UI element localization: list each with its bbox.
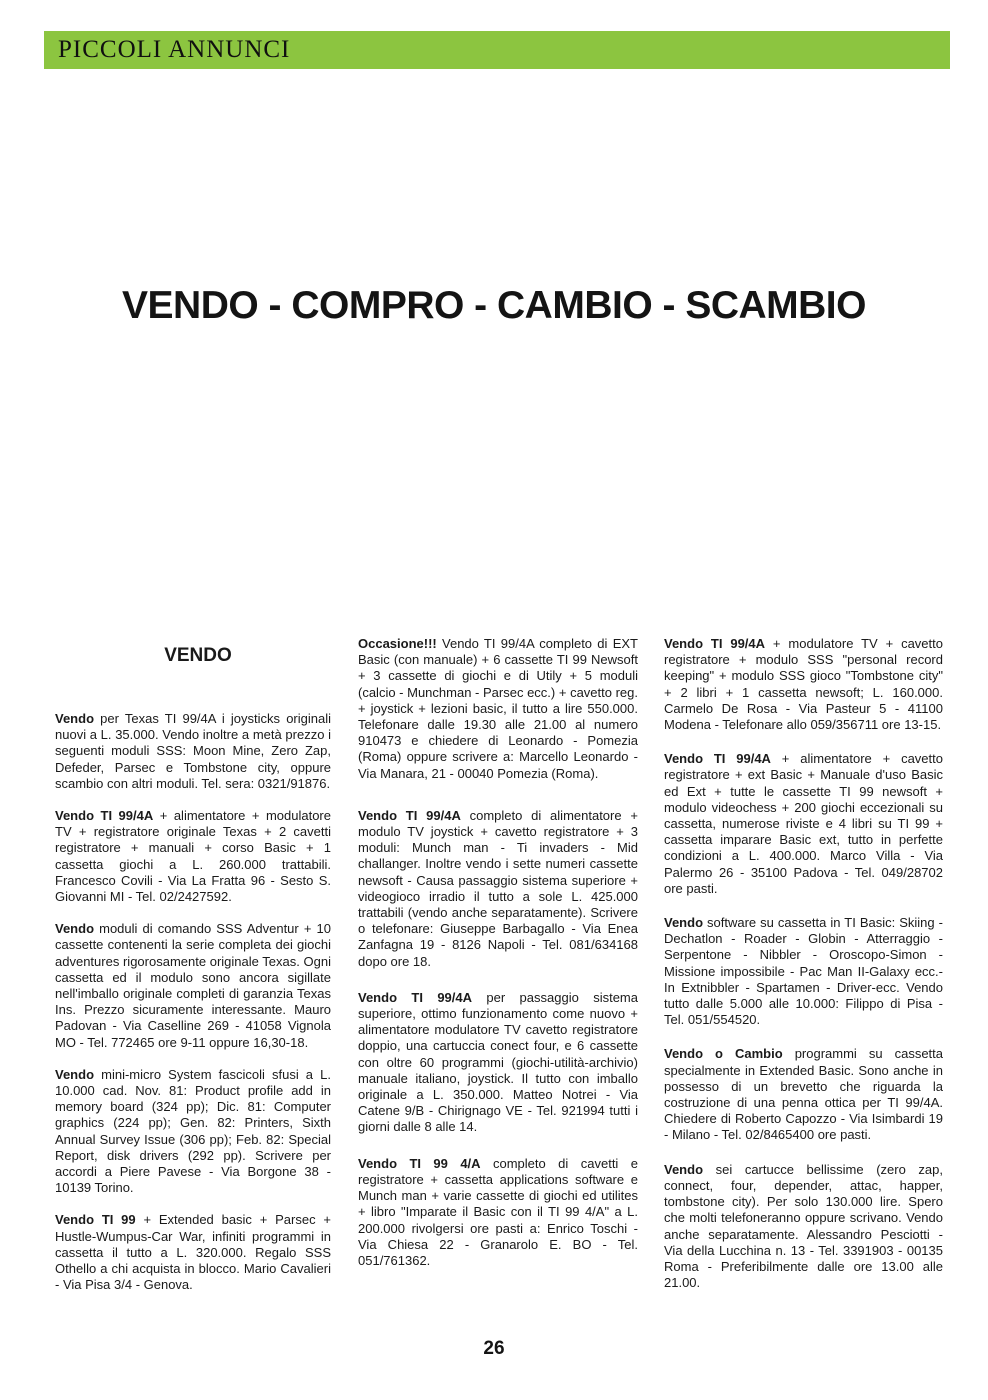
ad-lead: Vendo TI 99/4A xyxy=(55,808,154,824)
ad-item xyxy=(55,711,331,792)
ad-lead: Occasione!!! xyxy=(358,636,437,651)
ad-item xyxy=(358,1156,638,1269)
ad-item xyxy=(664,1162,943,1292)
ad-text: programmi su cassetta specialmente in Extended Basic. Sono anche in possesso di un brevetto che riguarda la costruzione di una penna ottica per TI 99/4A. Chiedere di Roberto Capozzo - Via Isimbardi 19 - Milano - Tel. 02/8465400 ore pasti. xyxy=(664,1046,944,1143)
ads-column-1 xyxy=(55,645,331,1294)
ads-column-2 xyxy=(358,636,638,1269)
ad-lead: Vendo xyxy=(664,1161,704,1177)
ad-item xyxy=(55,1212,331,1293)
ad-item xyxy=(55,1067,331,1197)
page-title: VENDO - COMPRO - CAMBIO - SCAMBIO xyxy=(122,284,866,327)
ad-text: + alimentatore + cavetto registratore + ext Basic + Manuale d'uso Basic ed Ext + tutte le cassette TI 99 newsoft + modulo videochess + 200 giochi eccezionali su cassetta, numerose riviste e 4 libri su TI 99 + cassetta imparare Basic ext, tutto in perfette condizioni a L. 400.000. Marco Villa - Via Palermo 26 - 35100 Padova - Tel. 049/28702 ore pasti. xyxy=(664,751,943,896)
ad-text: per passaggio sistema superiore, ottimo funzionamento come nuovo + alimentatore modulatore TV cavetto registratore doppio, una cartuccia conect four, e 6 cassette con oltre 60 programmi (giochi-utilità-archivio) manuale italiano, joystick. Il tutto con imballo originale a L. 350.000. Matteo Notrei - Via Catene 9/B - Chirignago VE - Tel. 921994 tutti i giorni dalle 8 alle 14. xyxy=(358,989,638,1135)
ad-text: mini-micro System fascicoli sfusi a L. 10.000 cad. Nov. 81: Product profile add in memory board (324 pp); Dic. 81: Computer graphics (224 pp); Gen. 82: Printers, Sixth Annual Survey Issue (306 pp); Feb. 82: Special Report, disk drivers (292 pp). Scrivere per accordi a Piere Pavese - Via Borgone 38 - 10139 Torino. xyxy=(55,1066,331,1196)
ad-lead: Vendo TI 99/4A xyxy=(664,636,766,651)
ad-lead: Vendo xyxy=(664,915,704,931)
ad-lead: Vendo xyxy=(55,921,95,937)
page-number: 26 xyxy=(483,1338,505,1359)
ad-text: + modulatore TV + cavetto registratore + modulo SSS "personal record keeping" + modulo SSS gioco "Tombstone city" + 2 libri + 1 cassetta newsoft; L. 160.000. Carmelo De Rosa - Via Pasteur 5 - 41100 Modena - Telefonare allo 059/356711 ore 13-15. xyxy=(664,636,943,733)
ad-text: completo di alimentatore + modulo TV joystick + cavetto registratore + 3 moduli: Munch man - Ti invaders - Mid challanger. Inoltre vendo i sette numeri cassette newsoft - Causa passaggio sistema superiore + videogioco irradio il tutto a sole L. 425.000 trattabili (vendo anche separatamente). Scrivere o telefonare: Giuseppe Barbagallo - Via Enea Zanfagna 19 - 8126 Napoli - Tel. 081/634168 dopo ore 18. xyxy=(358,807,638,969)
section-banner-label: PICCOLI ANNUNCI xyxy=(58,36,291,63)
ad-item xyxy=(55,808,331,905)
ad-text: sei cartucce bellissime (zero zap, connect, four, depender, attac, happer, tombstone city). Per solo 130.000 lire. Spero che molti telefoneranno oppure scrivano. Vendo anche separatamente. Alessandro Pesciotti - Via della Lucchina n. 13 - Tel. 3391903 - 00135 Roma - Preferibilmente dalle ore 13.00 alle 21.00. xyxy=(664,1161,943,1291)
ad-item xyxy=(664,636,943,733)
section-banner xyxy=(44,31,950,69)
ad-item xyxy=(358,990,638,1136)
ads-column-3 xyxy=(664,636,943,1291)
ad-text: completo di cavetti e registratore + cassetta applications software e Munch man + varie cassette di giochi ed utilites + libro "Imparate il Basic con il TI 99 4/A" a L. 200.000 rivolgersi ore pasti a: Enrico Toschi - Via Chiesa 22 - Granarolo E. BO - Tel. 051/761362. xyxy=(358,1155,638,1268)
ad-lead: Vendo xyxy=(55,1066,95,1082)
ad-lead: Vendo xyxy=(55,711,95,726)
ad-item xyxy=(358,808,638,970)
ad-lead: Vendo TI 99 4/A xyxy=(358,1155,481,1171)
ad-text: Vendo TI 99/4A completo di EXT Basic (con manuale) + 6 cassette TI 99 Newsoft + 3 cassette di giochi e di Utily + 5 moduli (calcio - Munchman - Parsec ecc.) + cavetto reg. + joystick + lezioni basic, il tutto a lire 550.000. Telefonare dalle 19.30 alle 21.00 al numero 910473 e chiedere di Leonardo - Pomezia (Roma) oppure scrivere a: Marcello Leonardo - Via Manara, 21 - 00040 Pomezia (Roma). xyxy=(358,636,638,781)
ad-text: software su cassetta in TI Basic: Skiing - Dechatlon - Roader - Globin - Atterraggio - Serpentone - Nibbler - Oroscopo-Simon - Missione impossibile - Pac Man II-Galaxy ecc.-In Extnibbler - Spartamen - Driver-ecc. Vendo tutto dalle 5.000 alle 10.000: Filippo di Pisa - Tel. 051/554520. xyxy=(664,915,943,1028)
ad-lead: Vendo TI 99 xyxy=(55,1212,136,1228)
ad-text: per Texas TI 99/4A i joysticks originali nuovi a L. 35.000. Vendo inoltre a metà prezzo i seguenti moduli SSS: Moon Mine, Zero Zap, Defeder, Parsec e Tombstone city, oppure scambio con altri moduli. Tel. sera: 0321/91876. xyxy=(55,711,331,791)
ad-item xyxy=(664,915,943,1028)
ad-text: + Extended basic + Parsec + Hustle-Wumpus-Car War, infiniti programmi in cassetta il tutto a L. 320.000. Regalo SSS Othello a chi acquista in blocco. Mario Cavalieri - Via Pisa 3/4 - Genova. xyxy=(55,1212,331,1293)
ad-item xyxy=(664,751,943,897)
ad-lead: Vendo TI 99/4A xyxy=(358,807,461,823)
ad-lead: Vendo o Cambio xyxy=(664,1046,783,1062)
ad-lead: Vendo TI 99/4A xyxy=(664,751,771,767)
ad-text: + alimentatore + modulatore TV + registratore originale Texas + 2 cavetti registratore + manuali + corso Basic + 1 cassetta giochi a L. 260.000 trattabili. Francesco Covili - Via La Fratta 96 - Sesto S. Giovanni MI - Tel. 02/2427592. xyxy=(55,808,331,905)
ad-item xyxy=(55,921,331,1051)
ad-text: moduli di comando SSS Adventur + 10 cassette contenenti la serie completa dei giochi adventures rigorosamente originale Texas. Ogni cassetta ed il modulo sono ancora sigillate nell'imballo originale completi di garanzia Texas Ins. Prezzo sicuramente interessante. Mauro Padovan - Via Caselline 269 - 41058 Vignola MO - Tel. 772465 ore 9-11 oppure 16,30-18. xyxy=(55,921,331,1050)
ad-item xyxy=(358,636,638,782)
ad-item xyxy=(664,1046,943,1143)
ad-lead: Vendo TI 99/4A xyxy=(358,989,473,1005)
section-heading-vendo: VENDO xyxy=(164,645,232,666)
